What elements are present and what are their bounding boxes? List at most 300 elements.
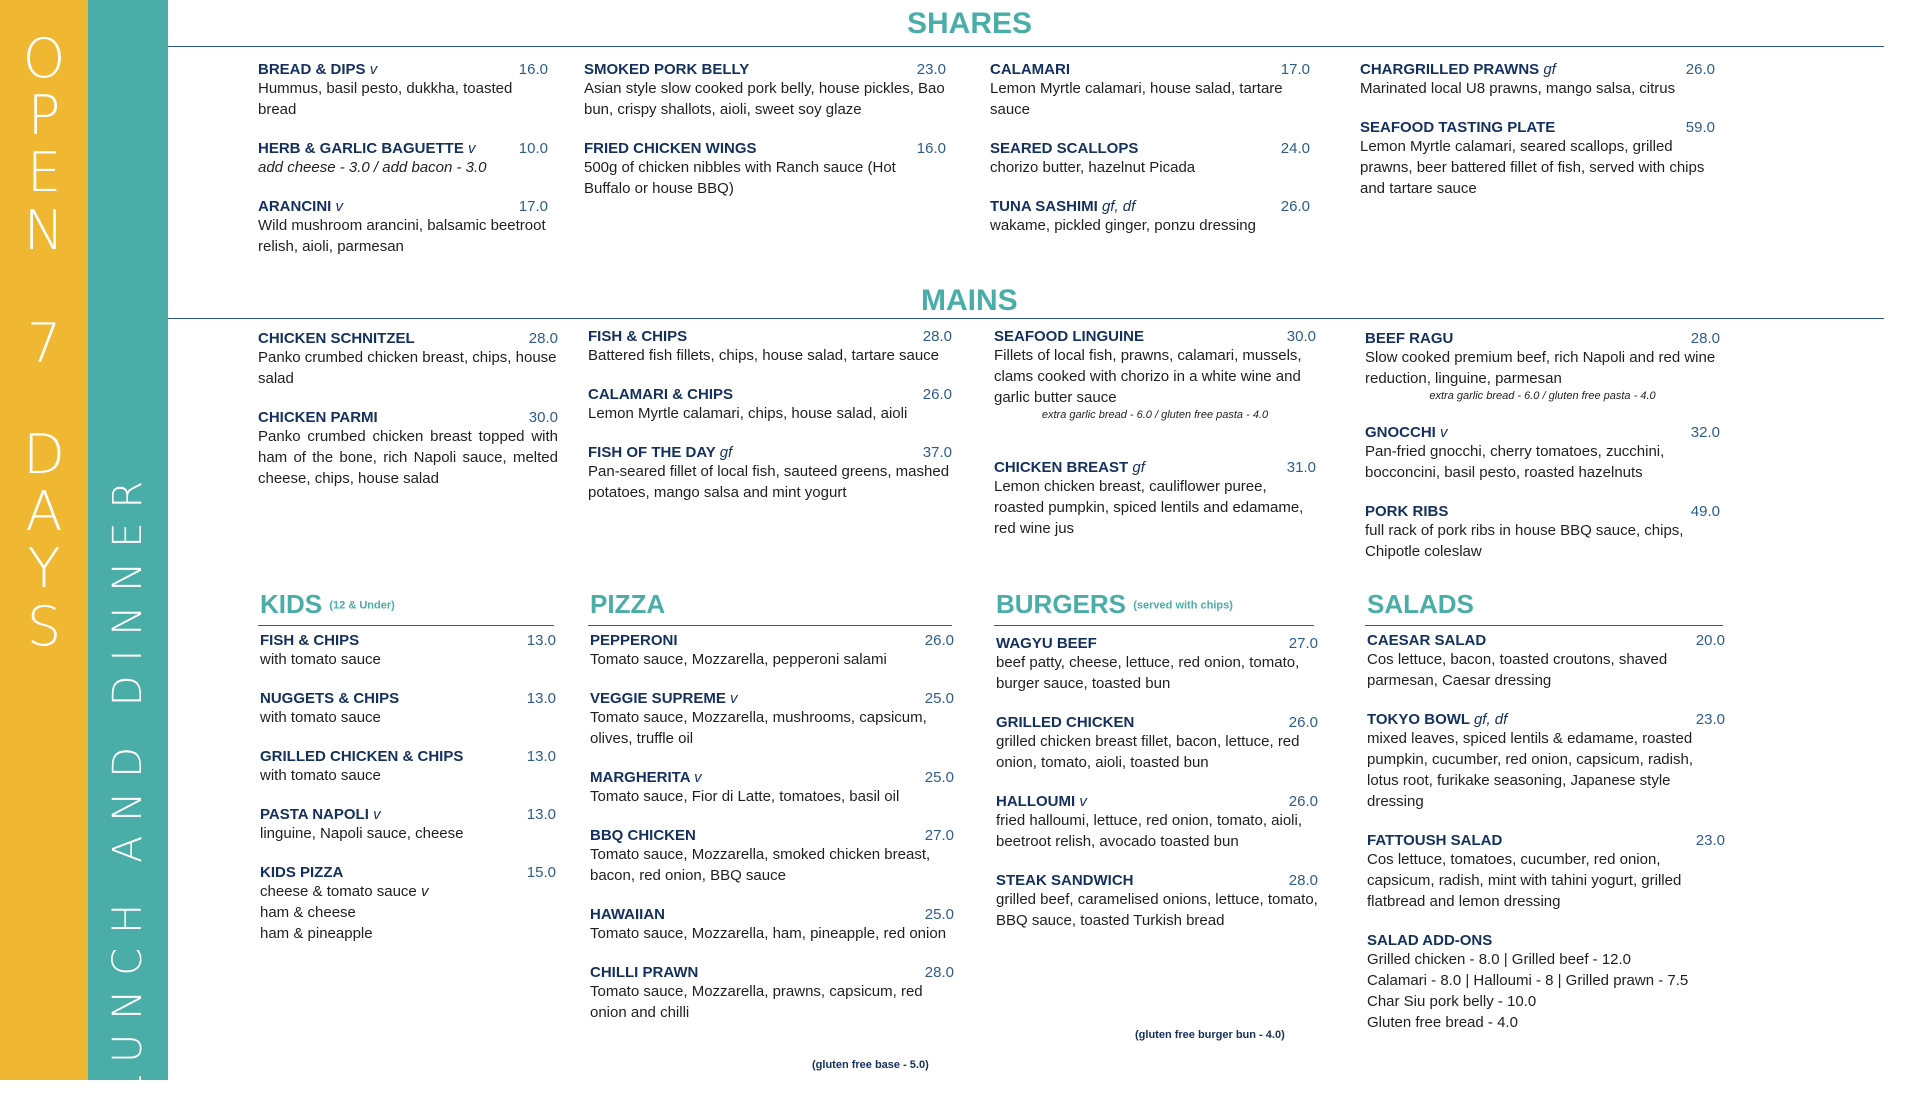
menu-item-description: Cos lettuce, tomatoes, cucumber, red onion, capsicum, radish, mint with tahini yogurt, grilled flatbread and lemon dressing [1367,851,1682,910]
menu-item-name-text: FISH & CHIPS [260,632,360,649]
menu-item-name-text: FRIED CHICKEN WINGS [584,140,757,157]
section-title-kids [260,591,395,617]
open-letter: S [26,595,62,658]
mains-column-1 [258,330,558,489]
menu-item-name-text: TOKYO BOWL [1367,711,1470,728]
menu-item-name [990,61,1070,78]
menu-item-price: 24.0 [1280,140,1310,157]
menu-item-header [258,198,548,215]
menu-item-price: 28.0 [1288,872,1318,889]
menu-item-price: 25.0 [924,906,954,923]
menu-item-header [1367,832,1725,849]
menu-item [590,827,954,886]
menu-item-header [258,61,548,78]
menu-item-description-line [260,881,556,902]
menu-item-price: 23.0 [1695,832,1725,849]
menu-item-name [1367,632,1486,649]
menu-item-name [590,690,738,707]
menu-item-description: Lemon chicken breast, cauliflower puree, roasted pumpkin, spiced lentils and edamame, red wine jus [994,478,1304,537]
menu-item-name-text: HAWAIIAN [590,906,665,923]
menu-item-name-text: SEAFOOD TASTING PLATE [1360,119,1556,136]
menu-item-description: Asian style slow cooked pork belly, house pickles, Bao bun, crispy shallots, aioli, sweet soy glaze [584,80,945,118]
lunch-and-dinner-text: LUNCH AND DINNER [105,466,151,1097]
menu-item-name-text: PASTA NAPOLI [260,806,369,823]
menu-item-price: 37.0 [922,444,952,461]
menu-item-header [260,864,556,881]
menu-item-name [1365,503,1448,520]
menu-item-header [260,632,556,649]
menu-item-description: Lemon Myrtle calamari, chips, house salad, aioli [588,405,908,422]
menu-item-description: Wild mushroom arancini, balsamic beetroot relish, aioli, parmesan [258,217,546,255]
dietary-tag: v [369,61,378,78]
menu-item-name-text: GRILLED CHICKEN & CHIPS [260,748,464,765]
menu-item [588,328,952,366]
menu-item-header [1360,61,1715,78]
description-line-text: ham & cheese [260,904,356,921]
menu-item [590,964,954,1023]
menu-item-name-text: CHICKEN BREAST [994,459,1129,476]
dietary-tag: v [1440,424,1448,441]
menu-item [1365,503,1720,562]
menu-item-description: Pan-seared fillet of local fish, sauteed greens, mashed potatoes, mango salsa and mint yogurt [588,463,950,501]
menu-item [590,769,954,807]
dietary-tag: gf, df [1473,711,1508,728]
menu-item-header [588,386,952,403]
menu-item-description: with tomato sauce [260,709,381,726]
menu-item-name [1365,424,1448,441]
burgers-divider [994,625,1314,626]
menu-item-price: 26.0 [924,632,954,649]
menu-item-name-text: FATTOUSH SALAD [1367,832,1503,849]
menu-item-name-text: BBQ CHICKEN [590,827,696,844]
shares-column-1 [258,61,548,257]
menu-item-name [994,459,1145,476]
menu-item-description: Lemon Myrtle calamari, house salad, tartare sauce [990,80,1283,118]
menu-item-price: 30.0 [1286,328,1316,345]
menu-item-name [590,827,696,844]
menu-item-description: add cheese - 3.0 / add bacon - 3.0 [258,159,487,176]
menu-item-header [584,140,946,157]
menu-item-description: chorizo butter, hazelnut Picada [990,159,1196,176]
menu-item-header [990,61,1310,78]
menu-item-description: Cos lettuce, bacon, toasted croutons, shaved parmesan, Caesar dressing [1367,651,1668,689]
open-letter: 7 [26,312,62,375]
kids-age-note: (12 & Under) [329,599,395,612]
menu-item-name [590,964,698,981]
menu-item-price: 13.0 [526,690,556,707]
menu-item-price: 25.0 [924,769,954,786]
menu-item-name-text: SEAFOOD LINGUINE [994,328,1145,345]
open-letter: A [25,480,63,543]
menu-item-name-text: BEEF RAGU [1365,330,1454,347]
section-title-mains: MAINS [921,284,1018,317]
menu-item-name [996,714,1134,731]
menu-item-name [584,140,757,157]
menu-item-description: beef patty, cheese, lettuce, red onion, tomato, burger sauce, toasted bun [996,654,1300,692]
kids-divider [258,625,554,626]
menu-item-description-line [1367,949,1725,970]
salads-column [1367,632,1725,1033]
description-line-text: ham & pineapple [260,925,373,942]
menu-item [1367,832,1725,912]
menu-item-name-text: NUGGETS & CHIPS [260,690,400,707]
menu-item [258,61,548,120]
menu-item-price: 59.0 [1685,119,1715,136]
burgers-title-text: BURGERS [996,589,1127,619]
menu-item-price: 15.0 [526,864,556,881]
menu-item-name-text: WAGYU BEEF [996,635,1097,652]
menu-item [260,690,556,728]
menu-item-header [994,328,1316,345]
menu-item-price: 17.0 [518,198,548,215]
menu-item-name [258,409,378,426]
dietary-tag: gf, df [1101,198,1136,215]
menu-item-header [588,328,952,345]
menu-item-name [1365,330,1453,347]
menu-item-name-text: ARANCINI [258,198,332,215]
pizza-gluten-free-note: (gluten free base - 5.0) [812,1059,929,1071]
kids-column [260,632,556,944]
menu-item-name [588,328,687,345]
menu-item-name-text: FISH & CHIPS [588,328,688,345]
menu-item-extra-note: extra garlic bread - 6.0 / gluten free pasta - 4.0 [1429,390,1656,402]
menu-item [260,748,556,786]
menu-item-name-text: SMOKED PORK BELLY [584,61,750,78]
menu-item-name [588,386,733,403]
menu-item [584,61,946,120]
menu-item-price: 28.0 [924,964,954,981]
menu-item [994,328,1316,423]
menu-item-name-text: MARGHERITA [590,769,690,786]
menu-item-description: with tomato sauce [260,651,381,668]
menu-item-price: 23.0 [916,61,946,78]
menu-item-description: with tomato sauce [260,767,381,784]
menu-item-name [260,632,359,649]
menu-item-name-text: CALAMARI [990,61,1070,78]
menu-item-name-text: TUNA SASHIMI [990,198,1098,215]
menu-item-name-text: CHICKEN SCHNITZEL [258,330,415,347]
menu-item-description: Slow cooked premium beef, rich Napoli and red wine reduction, linguine, parmesan [1365,349,1716,387]
dietary-tag: v [730,690,738,707]
menu-item-description: Tomato sauce, Mozzarella, smoked chicken breast, bacon, red onion, BBQ sauce [590,846,931,884]
menu-item-description: Tomato sauce, Mozzarella, mushrooms, capsicum, olives, truffle oil [590,709,927,747]
menu-item-header [996,872,1318,889]
description-line-text: Calamari - 8.0 | Halloumi - 8 | Grilled prawn - 7.5 [1367,972,1689,989]
section-title-pizza: PIZZA [590,589,666,619]
open-letter: O [22,27,66,90]
menu-item-name [584,61,749,78]
shares-column-2 [584,61,946,199]
menu-item-description-line [260,902,556,923]
menu-item-name-text: GRILLED CHICKEN [996,714,1135,731]
menu-item-name [258,140,476,157]
dietary-tag: v [1079,793,1087,810]
menu-item-price: 28.0 [1690,330,1720,347]
dietary-tag: v [694,769,702,786]
dietary-tag: v [373,806,381,823]
menu-item-description: linguine, Napoli sauce, cheese [260,825,464,842]
menu-item [1365,424,1720,483]
menu-item-description: Battered fish fillets, chips, house salad, tartare sauce [588,347,940,364]
menu-item-header [590,827,954,844]
menu-item-name-text: CALAMARI & CHIPS [588,386,733,403]
dietary-tag: v [335,198,344,215]
menu-item-price: 32.0 [1690,424,1720,441]
menu-item-name [996,793,1087,810]
menu-item [1367,711,1725,812]
dietary-tag: gf [719,444,733,461]
menu-item-price: 30.0 [528,409,558,426]
menu-item-name [1367,711,1507,728]
salads-divider [1365,625,1723,626]
menu-item-name-text: CHILLI PRAWN [590,964,699,981]
menu-item-price: 49.0 [1690,503,1720,520]
menu-item-name [590,769,702,786]
menu-item-header [260,690,556,707]
menu-item-description: Tomato sauce, Fior di Latte, tomatoes, basil oil [590,788,900,805]
menu-item-description: grilled chicken breast fillet, bacon, lettuce, red onion, tomato, aioli, toasted bun [996,733,1300,771]
menu-item [260,806,556,844]
menu-item [990,140,1310,178]
menu-item-name-text: PEPPERONI [590,632,678,649]
menu-item-header [994,459,1316,476]
menu-item-description: Pan-fried gnocchi, cherry tomatoes, zucchini, bocconcini, basil pesto, roasted hazelnuts [1365,443,1665,481]
description-line-text: cheese & tomato sauce [260,883,417,900]
menu-item-name-text: SALAD ADD-ONS [1367,932,1493,949]
menu-item-header [996,714,1318,731]
menu-item-name [1367,832,1502,849]
menu-item-name-text: BREAD & DIPS [258,61,366,78]
menu-item-header [584,61,946,78]
burgers-gluten-free-note: (gluten free burger bun - 4.0) [1135,1029,1285,1041]
menu-item [260,632,556,670]
menu-item-description: 500g of chicken nibbles with Ranch sauce (Hot Buffalo or house BBQ) [584,159,896,197]
description-line-text: Char Siu pork belly - 10.0 [1367,993,1537,1010]
menu-item-description: mixed leaves, spiced lentils & edamame, roasted pumpkin, cucumber, red onion, capsicum, radish, lotus root, furikake seasoning, Japanese style dressing [1367,730,1693,810]
menu-item-description: Marinated local U8 prawns, mango salsa, citrus [1360,80,1676,97]
menu-item-name [260,690,399,707]
menu-item [1365,330,1720,404]
menu-item-name [994,328,1144,345]
menu-item-header [1367,632,1725,649]
description-line-text: Grilled chicken - 8.0 | Grilled beef - 12.0 [1367,951,1632,968]
mains-column-2 [588,328,952,503]
menu-item-header [258,409,558,426]
menu-item-header [588,444,952,461]
menu-item-name [258,61,377,78]
menu-item-header [1360,119,1715,136]
menu-item-description: Tomato sauce, Mozzarella, prawns, capsicum, red onion and chilli [590,983,923,1021]
menu-item-name [590,632,678,649]
menu-item-name [996,872,1134,889]
menu-item [1360,61,1715,99]
menu-item-name-text: STEAK SANDWICH [996,872,1134,889]
menu-item-header [590,964,954,981]
menu-item-price: 25.0 [924,690,954,707]
menu-item-description: fried halloumi, lettuce, red onion, tomato, aioli, beetroot relish, avocado toasted bun [996,812,1302,850]
menu-item-price: 10.0 [518,140,548,157]
menu-item-header [258,140,548,157]
menu-item-price: 28.0 [528,330,558,347]
menu-item [258,140,548,178]
menu-item-header [260,748,556,765]
menu-item-price: 28.0 [922,328,952,345]
menu-item-name [260,806,381,823]
menu-item-name-text: PORK RIBS [1365,503,1449,520]
dietary-tag: gf [1132,459,1145,476]
open-letter: E [26,141,62,204]
menu-item-name [1367,932,1492,949]
menu-item-description: Panko crumbed chicken breast, chips, house salad [258,349,557,387]
menu-item-name [260,748,463,765]
open-letter: Y [27,537,61,600]
menu-item-description-line [260,923,556,944]
menu-item [258,198,548,257]
menu-item-name-text: SEARED SCALLOPS [990,140,1139,157]
dietary-tag: gf [1543,61,1556,78]
menu-item-price: 16.0 [916,140,946,157]
menu-item-header [996,793,1318,810]
menu-item [590,906,954,944]
menu-item [994,459,1316,539]
open-letter: N [23,199,65,262]
menu-item [996,872,1318,931]
open-letter: D [23,423,65,486]
menu-item [588,386,952,424]
menu-item-header [1365,424,1720,441]
menu-item [588,444,952,503]
menu-item-price: 13.0 [526,748,556,765]
menu-item-price: 13.0 [526,632,556,649]
menu-item-header [590,906,954,923]
open-letter: P [27,84,61,147]
menu-item [260,864,556,944]
menu-item-description: Tomato sauce, Mozzarella, ham, pineapple, red onion [590,925,947,942]
menu-item-price: 23.0 [1695,711,1725,728]
menu-item-description-line [1367,970,1725,991]
menu-item-price: 27.0 [924,827,954,844]
menu-item [996,793,1318,852]
menu-item-name [1360,119,1555,136]
menu-item-description: Lemon Myrtle calamari, seared scallops, grilled prawns, beer battered fillet of fish, served with chips and tartare sauce [1360,138,1705,197]
menu-item-header [590,632,954,649]
menu-item-name [1360,61,1556,78]
shares-column-4 [1360,61,1715,199]
menu-item-name-text: CHARGRILLED PRAWNS [1360,61,1540,78]
description-line-text: Gluten free bread - 4.0 [1367,1014,1518,1031]
section-title-burgers [996,591,1233,617]
menu-item-description: wakame, pickled ginger, ponzu dressing [990,217,1256,234]
menu-item [258,330,558,389]
menu-item [990,61,1310,120]
burgers-column [996,635,1318,931]
menu-item-name [258,330,415,347]
dietary-tag: v [420,883,429,900]
menu-item-name [258,198,343,215]
menu-item-header [996,635,1318,652]
menu-item-name [990,198,1135,215]
menu-item-header [1365,330,1720,347]
menu-item-price: 31.0 [1286,459,1316,476]
menu-item-description: full rack of pork ribs in house BBQ sauce, chips, Chipotle coleslaw [1365,522,1684,560]
section-title-shares: SHARES [907,7,1033,40]
menu-item-price: 20.0 [1695,632,1725,649]
menu-item-description: Hummus, basil pesto, dukkha, toasted bread [258,80,513,118]
menu-item-price: 13.0 [526,806,556,823]
menu-item-price: 16.0 [518,61,548,78]
menu-item-name [260,864,343,881]
menu-item-description: Fillets of local fish, prawns, calamari, mussels, clams cooked with chorizo in a white wine and garlic butter sauce [994,347,1302,406]
menu-item-header [1365,503,1720,520]
menu-item-name [588,444,732,461]
menu-item-price: 27.0 [1288,635,1318,652]
menu-item-description: grilled beef, caramelised onions, lettuce, tomato, BBQ sauce, toasted Turkish bread [996,891,1318,929]
menu-item-name-text: HERB & GARLIC BAGUETTE [258,140,464,157]
shares-column-3 [990,61,1310,236]
menu-item-header [590,769,954,786]
menu-item-header [590,690,954,707]
menu-item [258,409,558,489]
menu-item-name-text: GNOCCHI [1365,424,1436,441]
menu-item-price: 26.0 [1288,714,1318,731]
kids-title-text: KIDS [260,589,323,619]
menu-item [1367,632,1725,691]
menu-item [590,690,954,749]
menu-item-name [990,140,1138,157]
menu-item-header [1367,711,1725,728]
section-title-salads: SALADS [1367,589,1474,619]
burgers-served-note: (served with chips) [1133,599,1233,612]
menu-item-price: 26.0 [922,386,952,403]
mains-column-3 [994,328,1316,539]
menu-item-name-text: HALLOUMI [996,793,1076,810]
menu-item-header [258,330,558,347]
shares-divider [168,46,1884,47]
mains-divider [168,318,1884,319]
menu-item-name-text: FISH OF THE DAY [588,444,716,461]
menu-item-description-line [1367,1012,1725,1033]
menu-item-name-text: CHICKEN PARMI [258,409,378,426]
menu-item-header [260,806,556,823]
pizza-column [590,632,954,1023]
menu-item-extra-note: extra garlic bread - 6.0 / gluten free pasta - 4.0 [1041,409,1269,421]
pizza-divider [588,625,952,626]
menu-item-name [590,906,665,923]
menu-item-price: 26.0 [1280,198,1310,215]
menu-item-description: Panko crumbed chicken breast topped with ham of the bone, rich Napoli sauce, melted cheese, chips, house salad [258,428,558,487]
dietary-tag: v [468,140,476,157]
menu-item-header [990,198,1310,215]
menu-item [584,140,946,199]
menu-item [996,635,1318,694]
menu-item [590,632,954,670]
menu-item-name [996,635,1097,652]
menu-item-price: 26.0 [1685,61,1715,78]
menu-item [996,714,1318,773]
menu-item-name-text: VEGGIE SUPREME [590,690,726,707]
menu-item-header [1367,932,1725,949]
menu-item-name-text: KIDS PIZZA [260,864,344,881]
menu-item [1360,119,1715,199]
menu-item [990,198,1310,236]
menu-item [1367,932,1725,1033]
menu-item-name-text: CAESAR SALAD [1367,632,1487,649]
menu-item-header [990,140,1310,157]
mains-column-4 [1365,330,1720,562]
menu-item-description-line [1367,991,1725,1012]
menu-item-price: 26.0 [1288,793,1318,810]
menu-item-price: 17.0 [1280,61,1310,78]
